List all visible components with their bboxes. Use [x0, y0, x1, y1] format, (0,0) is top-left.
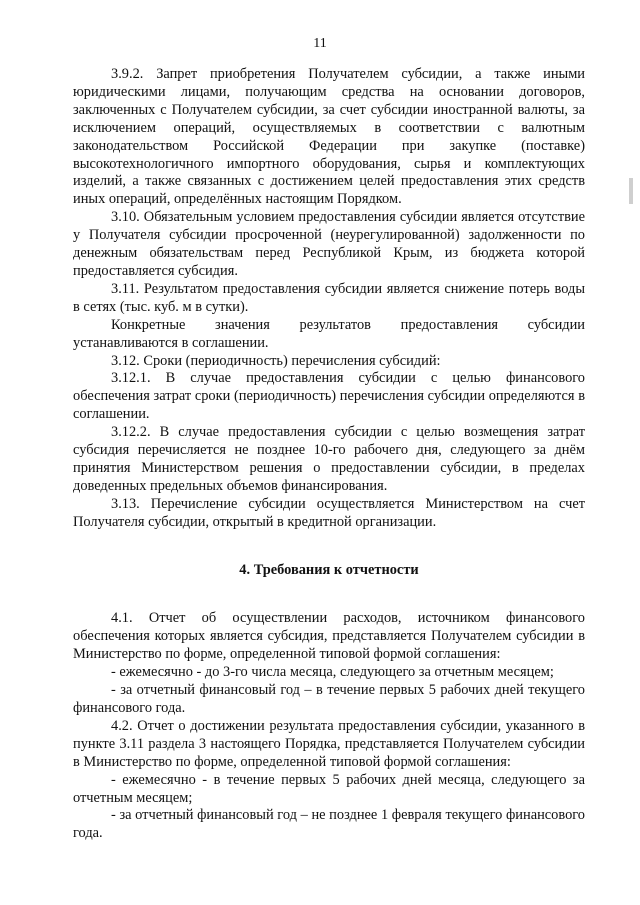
paragraph-3-10: 3.10. Обязательным условием предоставления субсидии является отсутствие у Получателя субсидии просроченной (неурегулированной) задолженности по денежным обязательствам перед Республикой Крым, из бюджета которой предоставляется субсидия. — [73, 209, 585, 279]
paragraph-4-2: 4.2. Отчет о достижении результата предоставления субсидии, указанного в пункте 3.11 раздела 3 настоящего Порядка, представляется Получателем субсидии в Министерство по форме, определенной типовой формой соглашения: — [73, 717, 585, 770]
paragraph-3-12-1: 3.12.1. В случае предоставления субсидии с целью финансового обеспечения затрат сроки (периодичность) перечисления субсидии определяются в соглашении. — [73, 370, 585, 423]
paragraph-3-11: 3.11. Результатом предоставления субсидии является снижение потерь воды в сетях (тыс. куб. м в сутки). — [73, 280, 585, 315]
document-body — [73, 66, 585, 843]
page-number: 11 — [313, 36, 327, 51]
paragraph-3-13: 3.13. Перечисление субсидии осуществляется Министерством на счет Получателя субсидии, открытый в кредитной организации. — [73, 495, 585, 530]
list-item-monthly-4-1: - ежемесячно - до 3-го числа месяца, следующего за отчетным месяцем; — [111, 664, 554, 681]
list-item-yearly-4-2: - за отчетный финансовый год – не позднее 1 февраля текущего финансового года. — [73, 807, 585, 842]
paragraph-3-9-2: 3.9.2. Запрет приобретения Получателем субсидии, а также иными юридическими лицами, получающим средства на основании договоров, заключенных с Получателем субсидии, за счет субсидии иностранной валюты, за исключением операций, осуществляемых в соответствии с валютным законодательством Российской Федерации при закупке (поставке) высокотехнологичного импортного оборудования, сырья и комплектующих изделий, а также связанных с достижением целей предоставления этих средств иных операций, определённых настоящим Порядком. — [73, 66, 585, 208]
paragraph-3-12-2: 3.12.2. В случае предоставления субсидии с целью возмещения затрат субсидия перечисляется не позднее 10-го рабочего дня, следующего за днём принятия Министерством решения о предоставлении субсидии, в пределах доведенных предельных объемов финансирования. — [73, 424, 585, 494]
section-heading: 4. Требования к отчетности — [239, 561, 419, 578]
paragraph-3-12: 3.12. Сроки (периодичность) перечисления субсидий: — [111, 352, 441, 369]
list-item-monthly-4-2: - ежемесячно - в течение первых 5 рабочих дней месяца, следующего за отчетным месяцем; — [73, 771, 585, 806]
paragraph-3-11-results: Конкретные значения результатов предоставления субсидии устанавливаются в соглашении. — [73, 316, 585, 351]
scan-margin-mark — [629, 178, 633, 204]
paragraph-4-1: 4.1. Отчет об осуществлении расходов, источником финансового обеспечения которых является субсидия, представляется Получателем субсидии в Министерство по форме, определенной типовой формой соглашения: — [73, 610, 585, 663]
list-item-yearly-4-1: - за отчетный финансовый год – в течение первых 5 рабочих дней текущего финансового года. — [73, 682, 585, 716]
